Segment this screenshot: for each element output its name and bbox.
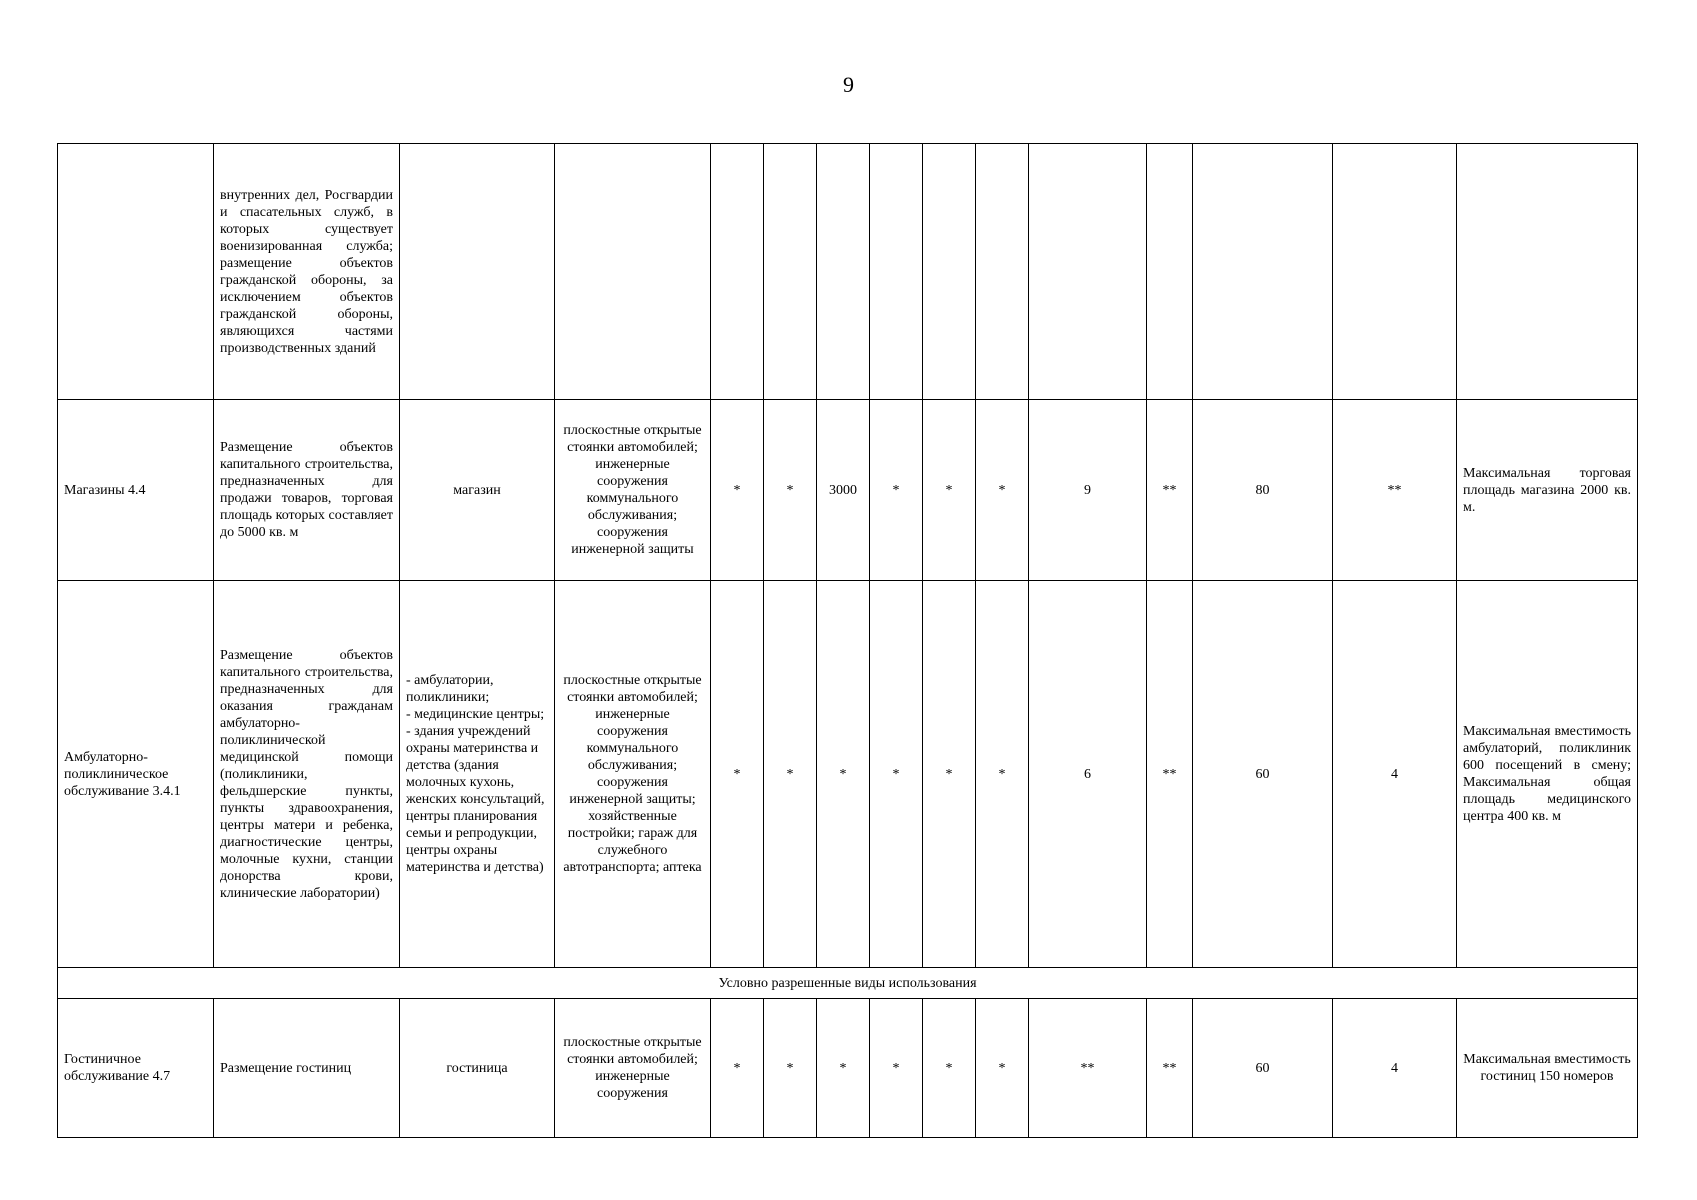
objects-cell xyxy=(400,144,555,400)
value-cell: * xyxy=(817,581,870,968)
value-cell xyxy=(976,144,1029,400)
value-cell: * xyxy=(764,400,817,581)
value-cell: ** xyxy=(1029,999,1147,1138)
objects-cell: гостиница xyxy=(400,999,555,1138)
value-cell: * xyxy=(711,400,764,581)
notes-cell: Максимальная вместимость гостиниц 150 номеров xyxy=(1457,999,1638,1138)
objects-cell: магазин xyxy=(400,400,555,581)
use-description-cell: внутренних дел, Росгвардии и спасательных служб, в которых существует военизированная служба; размещение объектов гражданской обороны, за исключением объектов гражданской обороны, являющихся частями производственных зданий xyxy=(214,144,400,400)
page-number: 9 xyxy=(843,72,854,97)
value-cell: 80 xyxy=(1193,400,1333,581)
zoning-regulations-table xyxy=(57,143,1638,1138)
table-row xyxy=(58,144,1638,400)
value-cell xyxy=(764,144,817,400)
value-cell xyxy=(870,144,923,400)
value-cell: * xyxy=(923,999,976,1138)
notes-cell: Максимальная вместимость амбулаторий, поликлиник 600 посещений в смену; Максимальная общая площадь медицинского центра 400 кв. м xyxy=(1457,581,1638,968)
value-cell xyxy=(711,144,764,400)
value-cell: * xyxy=(870,581,923,968)
value-cell: ** xyxy=(1147,400,1193,581)
value-cell xyxy=(1193,144,1333,400)
value-cell xyxy=(1147,144,1193,400)
value-cell: ** xyxy=(1147,999,1193,1138)
value-cell: * xyxy=(870,999,923,1138)
use-name-cell: Гостиничное обслуживание 4.7 xyxy=(58,999,214,1138)
value-cell: ** xyxy=(1147,581,1193,968)
auxiliary-uses-cell xyxy=(555,144,711,400)
use-name-cell: Амбулаторно-поликлиническое обслуживание 3.4.1 xyxy=(58,581,214,968)
objects-cell xyxy=(400,581,555,968)
value-cell: * xyxy=(764,999,817,1138)
objects-list-item: - амбулатории, поликлиники; xyxy=(406,673,494,705)
value-cell: * xyxy=(976,400,1029,581)
value-cell: 4 xyxy=(1333,999,1457,1138)
notes-cell xyxy=(1457,144,1638,400)
table-row xyxy=(58,581,1638,968)
objects-list-item: - здания учреждений охраны материнства и детства (здания молочных кухонь, женских консультаций, центры планирования семьи и репродукции, центры охраны материнства и детства) xyxy=(406,724,545,875)
use-description-cell: Размещение объектов капитального строительства, предназначенных для оказания гражданам амбулаторно-поликлинической медицинской помощи (поликлиники, фельдшерские пункты, пункты здравоохранения, центры матери и ребенка, диагностические центры, молочные кухни, станции донорства крови, клинические лаборатории) xyxy=(214,581,400,968)
value-cell xyxy=(817,144,870,400)
value-cell: * xyxy=(870,400,923,581)
use-name-cell xyxy=(58,144,214,400)
value-cell: 9 xyxy=(1029,400,1147,581)
value-cell: * xyxy=(817,999,870,1138)
value-cell xyxy=(1029,144,1147,400)
value-cell: * xyxy=(923,400,976,581)
value-cell: ** xyxy=(1333,400,1457,581)
value-cell xyxy=(1333,144,1457,400)
section-header-row xyxy=(58,968,1638,999)
value-cell: 60 xyxy=(1193,999,1333,1138)
value-cell: * xyxy=(764,581,817,968)
use-description-cell: Размещение объектов капитального строительства, предназначенных для продажи товаров, торговая площадь которых составляет до 5000 кв. м xyxy=(214,400,400,581)
value-cell: 3000 xyxy=(817,400,870,581)
auxiliary-uses-cell: плоскостные открытые стоянки автомобилей; инженерные сооружения коммунального обслуживания; сооружения инженерной защиты; хозяйственные постройки; гараж для служебного автотранспорта; аптека xyxy=(555,581,711,968)
auxiliary-uses-cell: плоскостные открытые стоянки автомобилей; инженерные сооружения xyxy=(555,999,711,1138)
use-name-cell: Магазины 4.4 xyxy=(58,400,214,581)
notes-cell: Максимальная торговая площадь магазина 2000 кв. м. xyxy=(1457,400,1638,581)
table-row xyxy=(58,400,1638,581)
use-description-cell: Размещение гостиниц xyxy=(214,999,400,1138)
value-cell: 6 xyxy=(1029,581,1147,968)
value-cell: * xyxy=(976,999,1029,1138)
table-row xyxy=(58,999,1638,1138)
auxiliary-uses-cell: плоскостные открытые стоянки автомобилей; инженерные сооружения коммунального обслуживания; сооружения инженерной защиты xyxy=(555,400,711,581)
section-header: Условно разрешенные виды использования xyxy=(58,968,1638,999)
value-cell: * xyxy=(976,581,1029,968)
value-cell: 4 xyxy=(1333,581,1457,968)
value-cell xyxy=(923,144,976,400)
objects-list-item: - медицинские центры; xyxy=(406,707,545,722)
value-cell: * xyxy=(711,581,764,968)
value-cell: 60 xyxy=(1193,581,1333,968)
value-cell: * xyxy=(711,999,764,1138)
value-cell: * xyxy=(923,581,976,968)
